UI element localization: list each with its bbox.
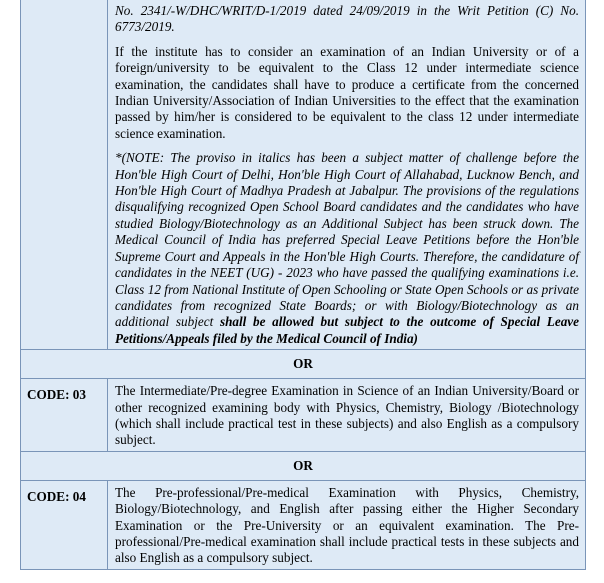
code-cell — [21, 0, 108, 350]
note-text — [115, 150, 579, 347]
or-row — [21, 350, 586, 379]
code-cell: CODE: 03 — [21, 379, 108, 452]
or-row — [21, 451, 586, 480]
table-row — [21, 480, 586, 569]
content-cell: The Intermediate/Pre-degree Examination in Science of an Indian University/Board or other recognized examining body with Physics, Chemistry, Biology /Biotechnology (which shall include practical test in these subjects) and also English as a compulsory subject. — [108, 379, 586, 452]
content-cell — [108, 0, 586, 350]
note-italic-text: *(NOTE: The proviso in italics has been a subject matter of challenge before the Hon'ble High Court of Delhi, Hon'ble High Court of Allahabad, Lucknow Bench, and Hon'ble High Court of Madhya Pradesh at Jabalpur. The provisions of the regulations disqualifying recognized Open School Board candidates and the candidates who have studied Biology/Biotechnology as an Additional Subject has been struck down. The Medical Council of India has preferred Special Leave Petitions before the Hon'ble Supreme Court and Appeals in the Hon'ble High Courts. Therefore, the candidature of candidates in the NEET (UG) - 2023 who have passed the qualifying examinations i.e. Class 12 from National Institute of Open Schooling or State Open Schools or as private candidates from recognized State Boards; or with Biology/Biotechnology as an additional subject — [115, 150, 579, 330]
note-bold-text: shall be allowed but subject to the outcome of Special Leave Petitions/Appeals filed by the Medical Council of India) — [115, 314, 579, 346]
reference-text: No. 2341/-W/DHC/WRIT/D-1/2019 dated 24/09/2019 in the Writ Petition (C) No. 6773/2019. — [115, 3, 579, 35]
or-label: OR — [21, 451, 586, 480]
table-row — [21, 379, 586, 452]
paragraph-text: If the institute has to consider an examination of an Indian University or of a foreign/university to be equivalent to the Class 12 under intermediate science examination, the candidates shall have to produce a certificate from the concerned Indian University/Association of Indian Universities to the effect that the examination passed by him/her is considered to be equivalent to the class 12 under intermediate science examination. — [115, 43, 579, 141]
or-label: OR — [21, 350, 586, 379]
code-cell: CODE: 04 — [21, 480, 108, 569]
content-cell: The Pre-professional/Pre-medical Examination with Physics, Chemistry, Biology/Biotechnology, and English after passing either the Higher Secondary Examination or the Pre-University or an equivalent examination. The Pre-professional/Pre-medical examination shall include practical tests in these subjects and also English as a compulsory subject. — [108, 480, 586, 569]
table-row — [21, 0, 586, 350]
eligibility-table — [20, 0, 586, 570]
